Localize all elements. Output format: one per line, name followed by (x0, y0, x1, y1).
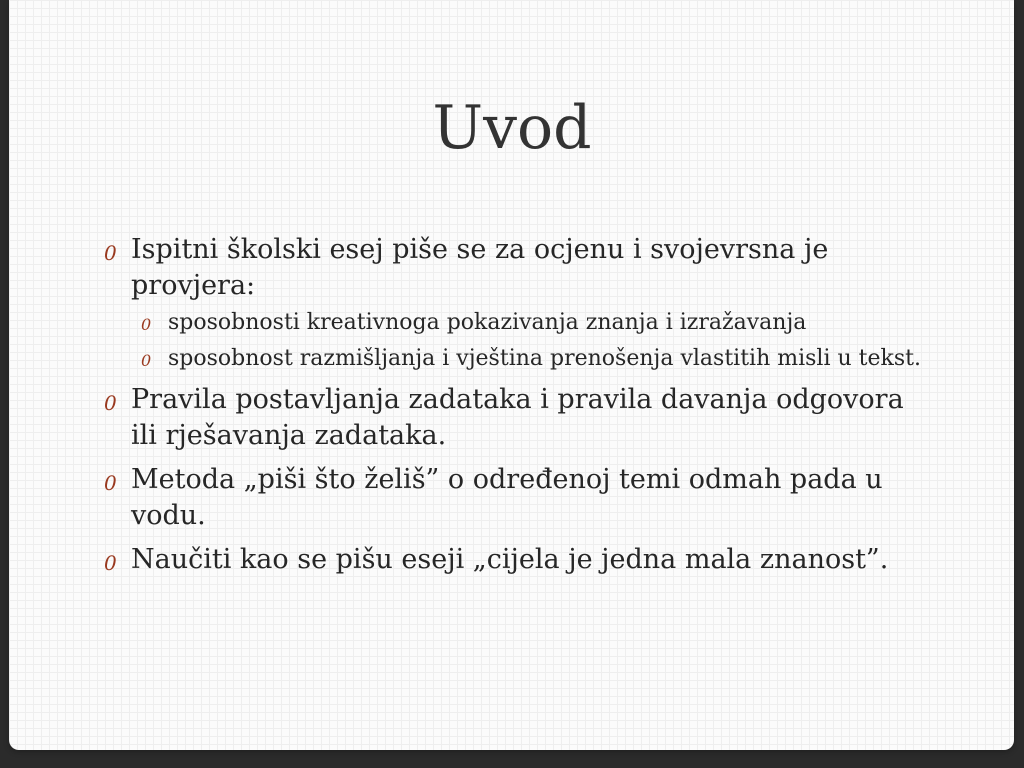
sub-list-item (141, 344, 924, 374)
bullet-marker: 0 (141, 315, 152, 334)
list-item (104, 462, 924, 534)
bullet-list (104, 232, 924, 578)
sub-list-item-text: sposobnost razmišljanja i vještina prenošenja vlastitih misli u tekst. (168, 346, 921, 371)
sub-list-item-text: sposobnosti kreativnoga pokazivanja znanja i izražavanja (168, 310, 807, 335)
bullet-marker: 0 (104, 471, 117, 495)
bullet-marker: 0 (104, 391, 117, 415)
sub-list-item (141, 308, 924, 338)
slide-title: Uvod (432, 93, 592, 163)
list-item-text: Pravila postavljanja zadataka i pravila davanja odgovora ili rješavanja zadataka. (131, 384, 904, 451)
list-item (104, 382, 924, 454)
list-item (104, 542, 924, 578)
list-item (104, 232, 924, 374)
list-item-text: Metoda „piši što želiš” o određenoj temi odmah pada u vodu. (131, 464, 883, 531)
sub-bullet-list (141, 308, 924, 374)
list-item-text: Ispitni školski esej piše se za ocjenu i svojevrsna je provjera: (131, 234, 829, 301)
slide-body (104, 232, 924, 586)
bullet-marker: 0 (104, 551, 117, 575)
bullet-marker: 0 (104, 241, 117, 265)
list-item-text: Naučiti kao se pišu eseji „cijela je jedna mala znanost”. (131, 544, 889, 575)
bullet-marker: 0 (141, 351, 152, 370)
